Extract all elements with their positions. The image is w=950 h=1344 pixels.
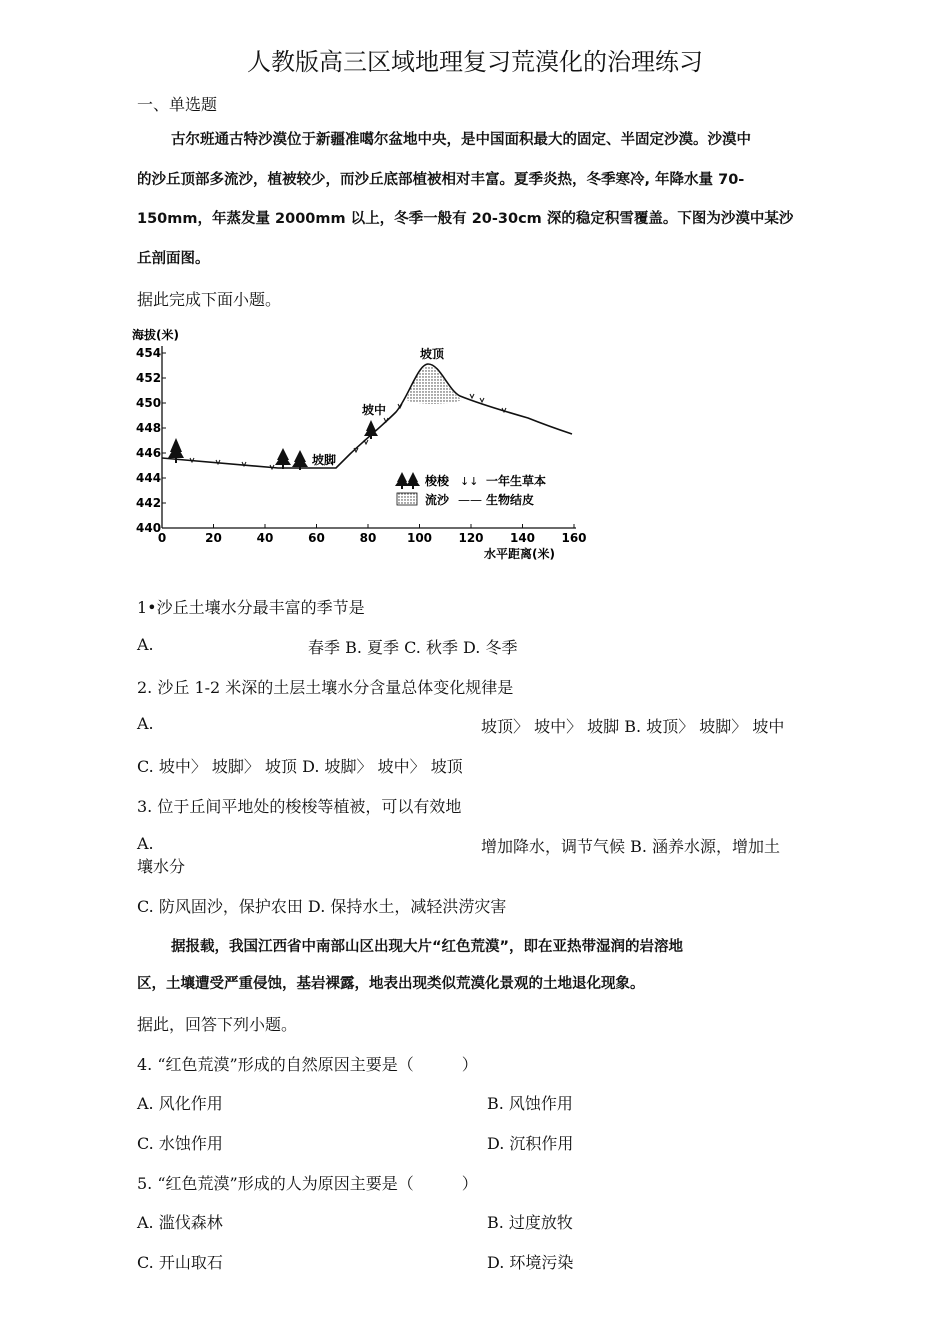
x-ticks — [158, 524, 587, 545]
q3-options: 增加降水，调节气候 B. 涵养水源，增加土 — [481, 837, 781, 856]
q2-a-label: A. — [137, 714, 154, 733]
x-tick-label: 160 — [561, 531, 587, 545]
legend-sand-label: 流沙 — [425, 493, 450, 507]
q2-options: 坡顶〉 坡中〉 坡脚 B. 坡顶〉 坡脚〉 坡中 — [481, 717, 785, 736]
legend-grass-icon: ↓↓ — [460, 475, 479, 488]
x-tick-label: 80 — [359, 531, 377, 545]
q4-option-a: A. 风化作用 — [137, 1094, 223, 1113]
q2-options-line2: C. 坡中〉 坡脚〉 坡顶 D. 坡脚〉 坡中〉 坡顶 — [137, 757, 463, 776]
y-tick-label: 450 — [136, 396, 162, 410]
passage2-line1: 据报载，我国江西省中南部山区出现大片“红色荒漠”，即在亚热带湿润的岩溶地 — [171, 939, 684, 955]
y-tick-label: 444 — [136, 471, 162, 485]
label-slope-foot: 坡脚 — [312, 453, 337, 467]
y-tick-label: 440 — [136, 521, 162, 535]
legend-sand-icon — [397, 493, 417, 505]
legend-grass-label: 一年生草本 — [486, 474, 547, 488]
x-axis-title: 水平距离(米) — [484, 547, 555, 561]
x-tick-label: 120 — [458, 531, 484, 545]
x-tick-label: 0 — [157, 531, 167, 545]
q3-a-label: A. — [137, 834, 154, 853]
instruction-2: 据此，回答下列小题。 — [137, 1015, 298, 1034]
x-tick-label: 40 — [256, 531, 274, 545]
section-heading: 一、单选题 — [137, 95, 218, 114]
instruction-1: 据此完成下面小题。 — [137, 290, 282, 309]
passage1-line2: 的沙丘顶部多流沙，植被较少，而沙丘底部植被相对丰富。夏季炎热，冬季寒冷, 年降水量 70- — [137, 172, 745, 188]
grass-icons — [190, 394, 506, 469]
legend — [395, 472, 546, 507]
q3-options-line2: C. 防风固沙，保护农田 D. 保持水土，减轻洪涝灾害 — [137, 897, 507, 916]
x-tick-label: 60 — [308, 531, 325, 545]
q4-option-b: B. 风蚀作用 — [487, 1094, 573, 1113]
q5-option-d: D. 环境污染 — [487, 1253, 574, 1272]
q5-stem: 5. “红色荒漠”形成的人为原因主要是（ ） — [137, 1174, 478, 1193]
passage2-line2: 区，土壤遭受严重侵蚀，基岩裸露，地表出现类似荒漠化景观的土地退化现象。 — [137, 976, 645, 992]
label-slope-mid: 坡中 — [362, 403, 387, 417]
sand-shading — [406, 366, 462, 404]
q1-stem: 1•沙丘土壤水分最丰富的季节是 — [137, 598, 365, 617]
label-slope-top: 坡顶 — [420, 347, 445, 361]
q4-stem: 4. “红色荒漠”形成的自然原因主要是（ ） — [137, 1055, 478, 1074]
y-tick-label: 442 — [136, 496, 162, 510]
q5-option-a: A. 滥伐森林 — [137, 1213, 223, 1232]
tree-icons — [168, 420, 378, 470]
y-tick-label: 454 — [136, 346, 162, 360]
legend-crust-icon: —— — [458, 493, 482, 507]
page-title: 人教版高三区域地理复习荒漠化的治理练习 — [247, 48, 703, 76]
legend-tree-icon — [395, 472, 420, 489]
y-tick-label: 452 — [136, 371, 162, 385]
x-tick-label: 140 — [509, 531, 536, 545]
passage1-line1: 古尔班通古特沙漠位于新疆准噶尔盆地中央，是中国面积最大的固定、半固定沙漠。沙漠中 — [171, 132, 751, 148]
legend-tree-label: 梭梭 — [425, 474, 450, 488]
q1-options: 春季 B. 夏季 C. 秋季 D. 冬季 — [308, 638, 518, 657]
y-tick-label: 448 — [136, 421, 162, 435]
q3-stem: 3. 位于丘间平地处的梭梭等植被，可以有效地 — [137, 797, 462, 816]
q2-stem: 2. 沙丘 1-2 米深的土层土壤水分含量总体变化规律是 — [137, 678, 514, 697]
q3-options-wrap: 壤水分 — [137, 857, 186, 876]
x-tick-label: 100 — [406, 531, 433, 545]
y-axis-title: 海拔(米) — [132, 328, 179, 342]
passage1-line4: 丘剖面图。 — [137, 251, 210, 267]
passage1-line3: 150mm，年蒸发量 2000mm 以上，冬季一般有 20-30cm 深的稳定积雪覆盖。下图为沙漠中某沙 — [137, 211, 794, 227]
legend-crust-label: 生物结皮 — [486, 493, 535, 507]
q5-option-c: C. 开山取石 — [137, 1253, 223, 1272]
q5-option-b: B. 过度放牧 — [487, 1213, 573, 1232]
y-tick-label: 446 — [136, 446, 162, 460]
q1-a-label: A. — [137, 635, 154, 654]
q4-option-c: C. 水蚀作用 — [137, 1134, 223, 1153]
q4-option-d: D. 沉积作用 — [487, 1134, 574, 1153]
dune-profile-figure — [128, 322, 588, 572]
x-tick-label: 20 — [205, 531, 222, 545]
